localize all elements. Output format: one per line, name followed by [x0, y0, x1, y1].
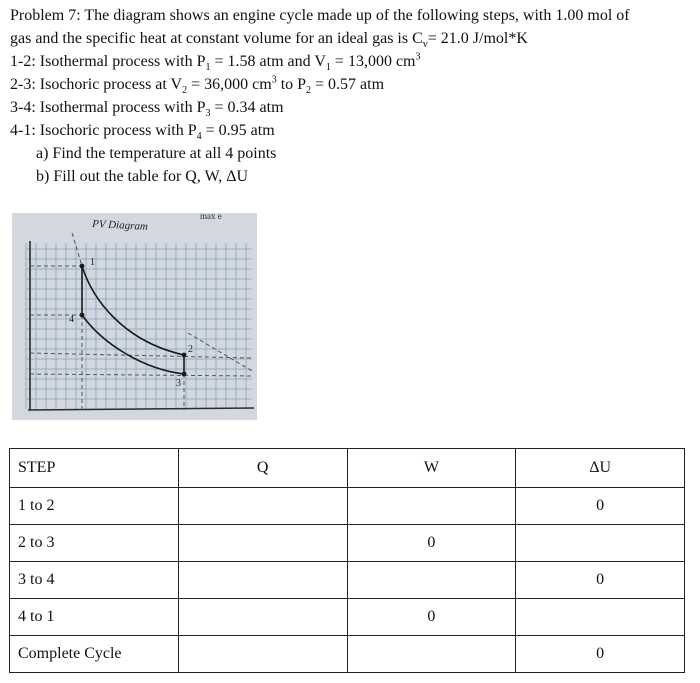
point-label-3: 3 — [176, 378, 181, 389]
point-1 — [80, 264, 85, 269]
point-2 — [182, 353, 187, 358]
delta-u-cell[interactable] — [516, 599, 685, 636]
header-step: STEP — [10, 449, 179, 488]
delta-u-cell[interactable] — [516, 525, 685, 562]
table-row — [10, 599, 685, 636]
diagram-title: PV Diagram — [91, 218, 149, 233]
table-row — [10, 636, 685, 673]
problem-intro-line-1: Problem 7: The diagram shows an engine cycle made up of the following steps, with 1.00 mol of — [10, 7, 630, 24]
delta-u-cell[interactable]: 0 — [516, 488, 685, 525]
table-row — [10, 525, 685, 562]
step-3-4-description: 3-4: Isothermal process with $P_3 = 0.34$ atm — [10, 99, 284, 120]
step-cell: Complete Cycle — [10, 636, 179, 673]
part-a: a) Find the temperature at all 4 points — [36, 145, 277, 162]
delta-u-cell[interactable]: 0 — [516, 636, 685, 673]
q-cell[interactable] — [178, 562, 347, 599]
w-cell[interactable]: 0 — [347, 525, 516, 562]
step-cell: 1 to 2 — [10, 488, 179, 525]
delta-u-cell[interactable]: 0 — [516, 562, 685, 599]
pv-diagram — [12, 213, 257, 420]
point-3 — [182, 372, 187, 377]
q-cell[interactable] — [178, 636, 347, 673]
step-1-2-description: 1-2: Isothermal process with $P_1 = 1.58$ atm and $V_1 = 13,000$ $cm^3$ — [10, 51, 421, 74]
w-cell[interactable] — [347, 488, 516, 525]
problem-statement — [10, 4, 695, 188]
point-label-2: 2 — [188, 344, 193, 355]
problem-intro-line-2: gas and the specific heat at constant volume for an ideal gas is $C_v= 21.0$ J/mol*K — [10, 30, 528, 51]
table-row — [10, 488, 685, 525]
step-cell: 2 to 3 — [10, 525, 179, 562]
header-delta-u: ΔU — [516, 449, 685, 488]
w-cell[interactable]: 0 — [347, 599, 516, 636]
q-cell[interactable] — [178, 599, 347, 636]
header-w: W — [347, 449, 516, 488]
w-cell[interactable] — [347, 562, 516, 599]
step-4-1-description: 4-1: Isochoric process with $P_4 = 0.95$ atm — [10, 122, 275, 143]
table-row — [10, 562, 685, 599]
energy-table — [9, 448, 685, 673]
diagram-corner-text: max e — [200, 213, 222, 221]
w-cell[interactable] — [347, 636, 516, 673]
point-4 — [80, 313, 85, 318]
part-b: b) Fill out the table for Q, W, ΔU — [36, 168, 249, 185]
pv-diagram-photo — [12, 213, 257, 420]
step-cell: 4 to 1 — [10, 599, 179, 636]
step-cell: 3 to 4 — [10, 562, 179, 599]
point-label-4: 4 — [69, 314, 74, 325]
step-2-3-description: 2-3: Isochoric process at $V_2 = 36,000$ $cm^3$ to $P_2 = 0.57$ atm — [10, 74, 385, 97]
q-cell[interactable] — [178, 488, 347, 525]
point-label-1: 1 — [90, 257, 95, 268]
header-q: Q — [178, 449, 347, 488]
q-cell[interactable] — [178, 525, 347, 562]
table-header-row — [10, 449, 685, 488]
